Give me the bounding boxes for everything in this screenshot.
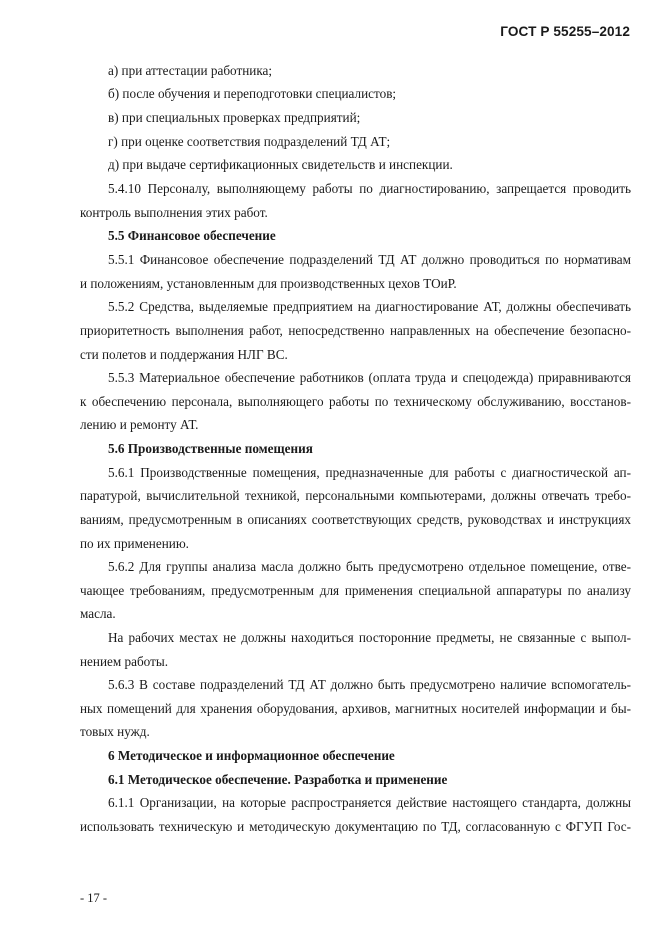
document-header: ГОСТ Р 55255–2012 [500,24,630,39]
paragraph-5-5-1: 5.5.1 Финансовое обеспечение подразделений ТД АТ должно проводиться по нормативам [108,252,631,267]
paragraph-workplaces: На рабочих местах не должны находиться посторонние предметы, не связанные с выпол- [108,630,631,645]
paragraph-5-6-3: 5.6.3 В составе подразделений ТД АТ должно быть предусмотрено наличие вспомогатель- [108,677,631,692]
paragraph-5-4-10-end: контроль выполнения этих работ. [80,205,268,220]
paragraph-5-5-3-end: лению и ремонту АТ. [80,417,199,432]
paragraph-5-5-3-cont: к обеспечению персонала, выполняющего работы по техническому обслуживанию, восстанов- [80,394,631,409]
section-heading-5-5: 5.5 Финансовое обеспечение [108,228,276,243]
paragraph-5-5-3: 5.5.3 Материальное обеспечение работников (оплата труда и спецодежда) приравниваются [108,370,631,385]
paragraph-5-6-1-cont2: ваниям, предусмотренным в описаниях соответствующих средств, руководствах и инструкциях [80,512,631,527]
paragraph-6-1-1-cont: использовать техническую и методическую документацию по ТД, согласованную с ФГУП Гос- [80,819,631,834]
section-heading-6: 6 Методическое и информационное обеспечение [108,748,395,763]
paragraph-6-1-1: 6.1.1 Организации, на которые распространяется действие настоящего стандарта, должны [108,795,631,810]
paragraph-5-5-2: 5.5.2 Средства, выделяемые предприятием на диагностирование АТ, должны обеспечивать [108,299,631,314]
paragraph-5-5-2-end: сти полетов и поддержания НЛГ ВС. [80,347,288,362]
page-number: - 17 - [80,891,108,905]
paragraph-5-5-2-cont: приоритетность выполнения работ, непосредственно направленных на обеспечение безопасно- [80,323,631,338]
list-item-a: а) при аттестации работника; [108,63,273,78]
paragraph-5-6-2-end: масла. [80,606,116,621]
paragraph-5-6-3-end: товых нужд. [80,724,150,739]
section-heading-5-6: 5.6 Производственные помещения [108,441,313,456]
list-item-e: д) при выдаче сертификационных свидетельств и инспекции. [108,157,453,172]
section-heading-6-1: 6.1 Методическое обеспечение. Разработка и применение [108,772,448,787]
paragraph-workplaces-end: нением работы. [80,654,169,669]
paragraph-5-4-10: 5.4.10 Персоналу, выполняющему работы по диагностированию, запрещается проводить [108,181,631,196]
list-item-d: г) при оценке соответствия подразделений ТД АТ; [108,134,391,149]
paragraph-5-6-2-cont: чающее требованиям, предусмотренным для применения специальной аппаратуры по анализу [80,583,631,598]
paragraph-5-6-3-cont: ных помещений для хранения оборудования, архивов, магнитных носителей информации и бы- [80,701,631,716]
paragraph-5-6-1: 5.6.1 Производственные помещения, предназначенные для работы с диагностической ап- [108,465,631,480]
paragraph-5-6-1-cont1: паратурой, вычислительной техникой, персональными компьютерами, должны отвечать требо- [80,488,631,503]
list-item-b: б) после обучения и переподготовки специалистов; [108,86,397,101]
list-item-c: в) при специальных проверках предприятий; [108,110,361,125]
paragraph-5-6-1-end: по их применению. [80,536,189,551]
paragraph-5-6-2: 5.6.2 Для группы анализа масла должно быть предусмотрено отдельное помещение, отве- [108,559,631,574]
paragraph-5-5-1-end: и положениям, установленным для производственных цехов ТОиР. [80,276,457,291]
